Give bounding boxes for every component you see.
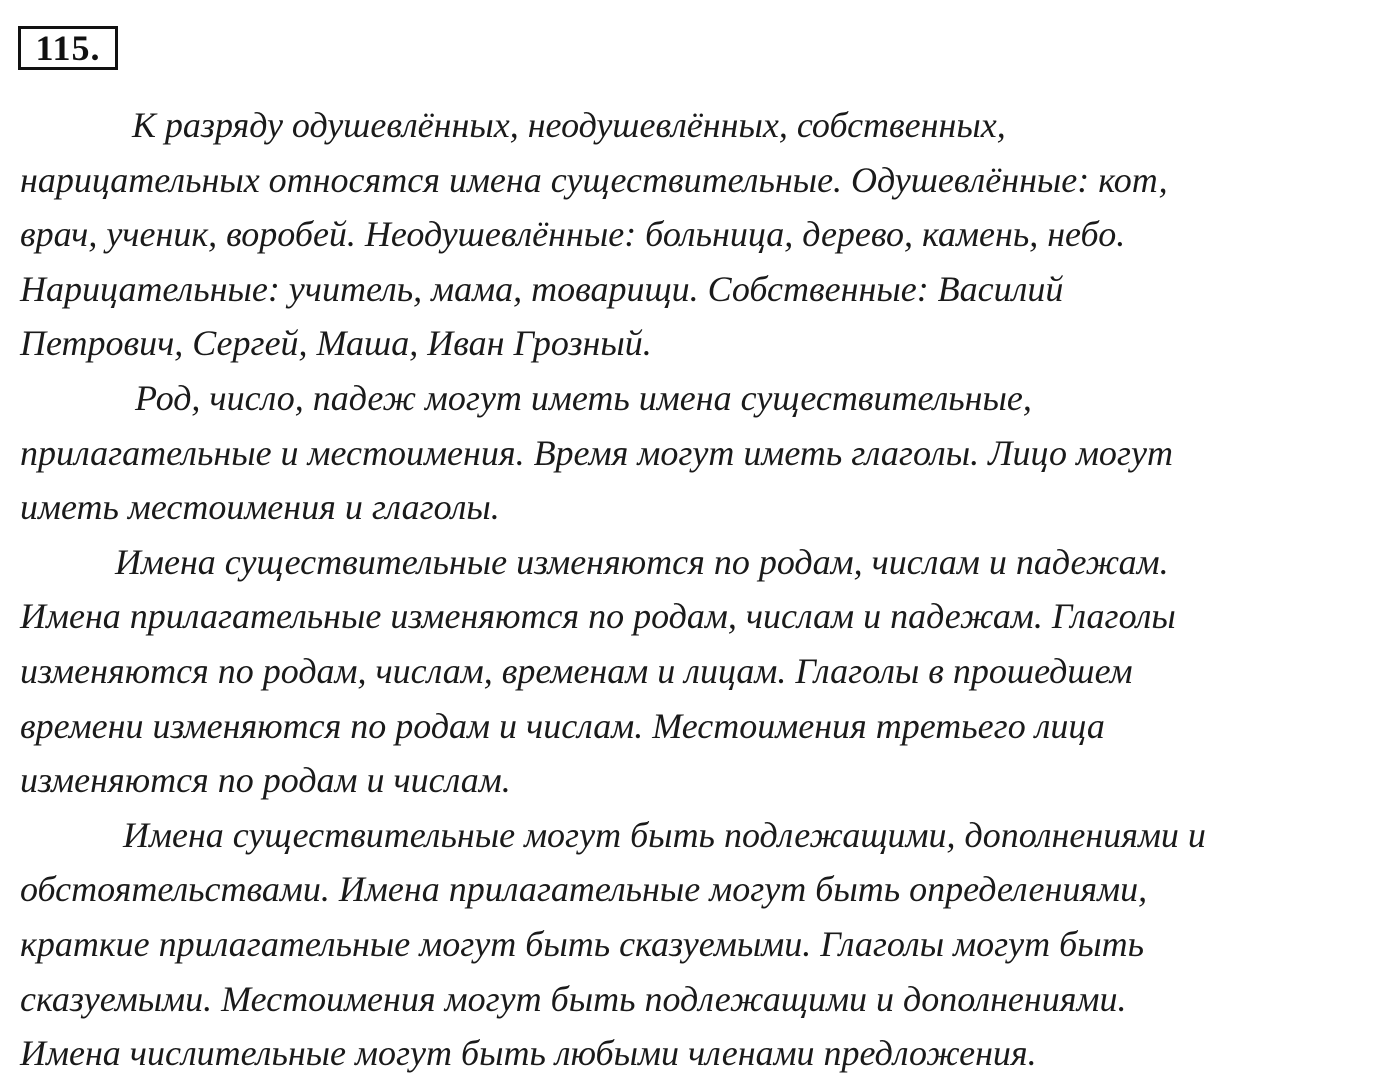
exercise-number-text: 115. bbox=[35, 28, 101, 68]
paragraph-4-line-4: сказуемыми. Местоимения могут быть подлежащими и дополнениями. bbox=[20, 978, 1127, 1019]
paragraph-3-line-5: изменяются по родам и числам. bbox=[20, 760, 511, 801]
paragraph-4-line-3: краткие прилагательные могут быть сказуемыми. Глаголы могут быть bbox=[20, 923, 1144, 964]
paragraph-1-line-3: врач, ученик, воробей. Неодушевлённые: больница, дерево, камень, небо. bbox=[20, 214, 1126, 255]
exercise-number bbox=[18, 26, 118, 70]
paragraph-4-line-1: Имена существительные могут быть подлежащими, дополнениями и bbox=[123, 814, 1206, 855]
paragraph-3-line-1: Имена существительные изменяются по родам, числам и падежам. bbox=[115, 541, 1169, 582]
paragraph-2 bbox=[20, 371, 1380, 535]
exercise-text bbox=[20, 98, 1380, 1081]
paragraph-3-line-3: изменяются по родам, числам, временам и лицам. Глаголы в прошедшем bbox=[20, 650, 1133, 691]
paragraph-1-line-1: К разряду одушевлённых, неодушевлённых, собственных, bbox=[132, 105, 1006, 145]
paragraph-4 bbox=[20, 808, 1380, 1081]
paragraph-4-line-2: обстоятельствами. Имена прилагательные могут быть определениями, bbox=[20, 869, 1148, 910]
paragraph-4-line-5: Имена числительные могут быть любыми членами предложения. bbox=[20, 1033, 1037, 1074]
paragraph-2-line-3: иметь местоимения и глаголы. bbox=[20, 487, 500, 528]
paragraph-2-line-2: прилагательные и местоимения. Время могут иметь глаголы. Лицо могут bbox=[20, 432, 1173, 473]
paragraph-3-line-2: Имена прилагательные изменяются по родам, числам и падежам. Глаголы bbox=[20, 596, 1176, 637]
paragraph-1-line-5: Петрович, Сергей, Маша, Иван Грозный. bbox=[20, 323, 652, 364]
paragraph-3-line-4: времени изменяются по родам и числам. Местоимения третьего лица bbox=[20, 705, 1105, 746]
paragraph-3 bbox=[20, 535, 1380, 808]
paragraph-1-line-2: нарицательных относятся имена существительные. Одушевлённые: кот, bbox=[20, 159, 1168, 200]
paragraph-1-line-4: Нарицательные: учитель, мама, товарищи. Собственные: Василий bbox=[20, 268, 1064, 309]
paragraph-1 bbox=[20, 98, 1380, 371]
paragraph-2-line-1: Род, число, падеж могут иметь имена существительные, bbox=[135, 377, 1032, 418]
